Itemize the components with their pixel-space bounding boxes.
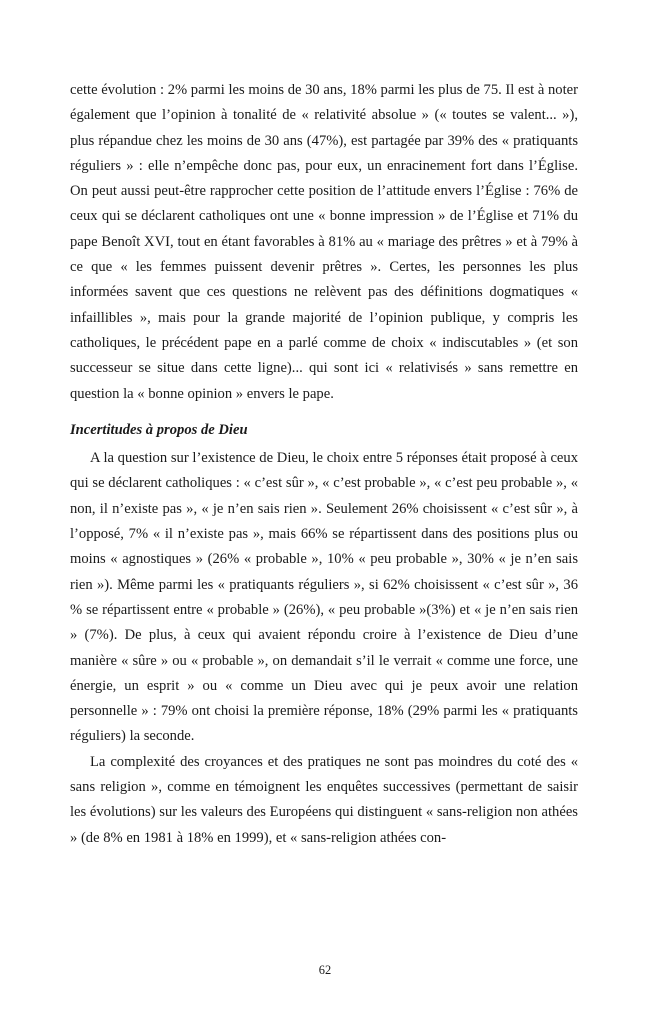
paragraph-3: La complexité des croyances et des pratiques ne sont pas moindres du coté des « sans religion », comme en témoignent les enquêtes successives (permettant de saisir les évolutions) sur les valeurs des Européens qui distinguent « sans-religion non athées » (de 8% en 1981 à 18% en 1999), et « sans-religion athées con- — [70, 753, 578, 846]
section-subheading: Incertitudes à propos de Dieu — [70, 421, 248, 438]
paragraph-1: cette évolution : 2% parmi les moins de 30 ans, 18% parmi les plus de 75. Il est à noter également que l’opinion à tonalité de « relativité absolue » (« toutes se valent... »), plus répandue chez les moins de 30 ans (47%), est partagée par 39% des « pratiquants réguliers » : elle n’empêche donc pas, pour eux, un enracinement fort dans l’Église. On peut aussi peut-être rapprocher cette position de l’attitude envers l’Église : 76% de ceux qui se déclarent catholiques ont une « bonne impression » de l’Église et 71% du pape Benoît XVI, tout en étant favorables à 81% au « mariage des prêtres » et à 79% à ce que « les femmes puissent devenir prêtres ». Certes, les personnes les plus informées savent que ces questions ne relèvent pas des définitions dogmatiques « infaillibles », mais pour la grande majorité de l’opinion publique, y compris les catholiques, le précédent pape en a parlé comme de choix « indiscutables » (et son successeur se situe dans cette ligne)... qui sont ici « relativisés » sans remettre en question la « bonne opinion » envers le pape. — [70, 82, 578, 402]
paragraph-2: A la question sur l’existence de Dieu, le choix entre 5 réponses était proposé à ceux qui se déclarent catholiques : « c’est sûr », « c’est probable », « c’est peu probable », « non, il n’existe pas », « je n’en sais rien ». Seulement 26% choisissent « c’est sûr », à l’opposé, 7% « il n’existe pas », mais 66% se répartissent dans des positions plus ou moins « agnostiques » (26% « probable », 10% « peu probable », 30% « je n’en sais rien »). Même parmi les « pratiquants réguliers », si 62% choisissent « c’est sûr », 36 % se répartissent entre « probable » (26%), « peu probable »(3%) et « je n’en sais rien » (7%). De plus, à ceux qui avaient répondu croire à l’existence de Dieu d’une manière « sûre » ou « probable », on demandait s’il le verrait « comme une force, une énergie, un esprit » ou « comme un Dieu avec qui je peux avoir une relation personnelle » : 79% ont choisi la première réponse, 18% (29% parmi les « pratiquants réguliers) la seconde. — [70, 450, 578, 745]
page-number: 62 — [318, 963, 332, 977]
page-body — [70, 78, 578, 851]
